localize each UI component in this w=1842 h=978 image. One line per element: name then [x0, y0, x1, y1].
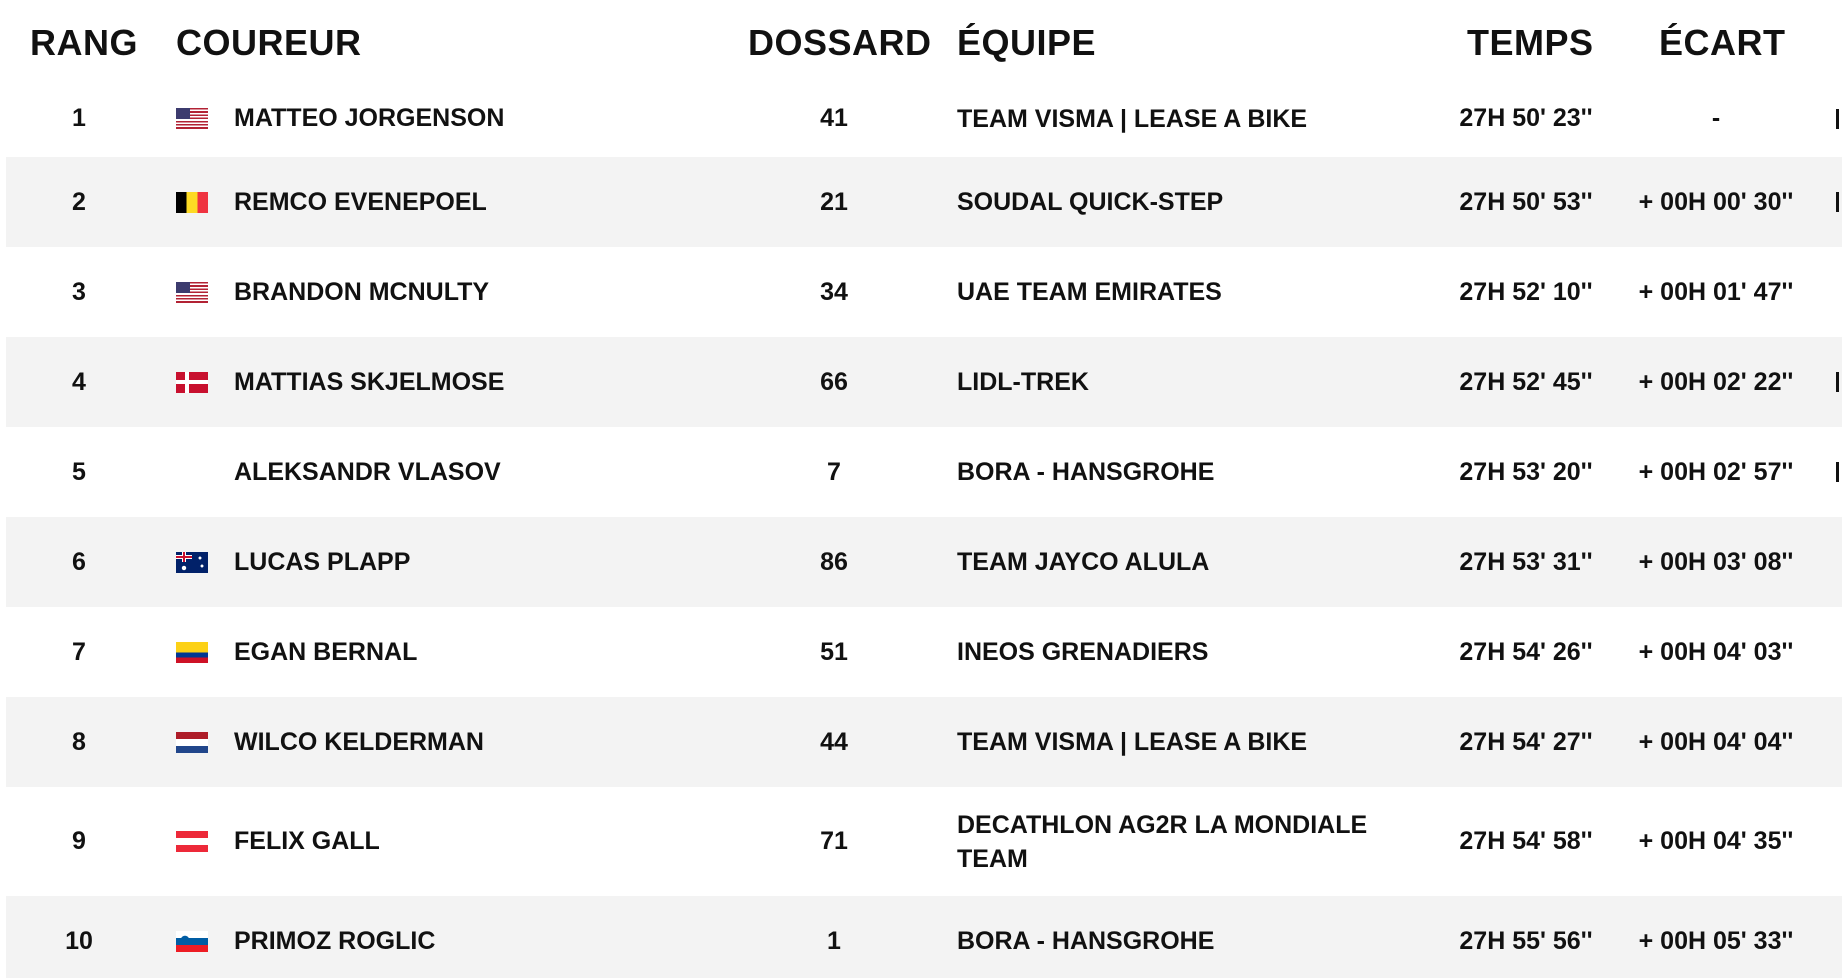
rank-cell: 1: [72, 104, 86, 132]
rider-name[interactable]: MATTEO JORGENSON: [234, 104, 505, 132]
table-header: [0, 0, 1842, 80]
table-row[interactable]: [6, 787, 1842, 896]
rank-cell: 7: [72, 637, 86, 666]
team-name[interactable]: BORA - HANSGROHE: [957, 927, 1215, 955]
table-row[interactable]: [6, 896, 1842, 978]
truncated-column-icon: [1836, 427, 1842, 517]
rider-name[interactable]: EGAN BERNAL: [234, 637, 418, 666]
rank-cell: 8: [72, 727, 86, 756]
rank-cell: 4: [72, 367, 86, 396]
table-row[interactable]: [6, 517, 1842, 607]
rank-cell: 10: [65, 926, 93, 955]
rank-cell: 2: [72, 187, 86, 216]
rank-cell: 6: [72, 547, 86, 576]
team-name[interactable]: UAE TEAM EMIRATES: [957, 278, 1222, 306]
gap-cell: + 00H 03' 08'': [1638, 547, 1794, 576]
header-equipe[interactable]: ÉQUIPE: [957, 22, 1097, 63]
empty-flag-icon: [176, 427, 210, 517]
team-name[interactable]: DECATHLON AG2R LA MONDIALE TEAM: [957, 810, 1368, 873]
team-name[interactable]: TEAM VISMA | LEASE A BIKE: [957, 728, 1308, 756]
table-row[interactable]: [6, 247, 1842, 337]
team-name[interactable]: BORA - HANSGROHE: [957, 458, 1215, 486]
team-name[interactable]: LIDL-TREK: [957, 368, 1089, 396]
time-cell: 27H 53' 31'': [1459, 547, 1593, 576]
table-row[interactable]: [6, 427, 1842, 517]
gap-cell: + 00H 04' 03'': [1638, 637, 1794, 666]
rider-name[interactable]: REMCO EVENEPOEL: [234, 187, 487, 216]
time-cell: 27H 50' 23'': [1459, 104, 1593, 132]
bib-cell: 7: [827, 457, 841, 486]
rider-name[interactable]: WILCO KELDERMAN: [234, 727, 484, 756]
gap-cell: + 00H 04' 04'': [1638, 727, 1794, 756]
be-flag-icon: [176, 157, 210, 247]
time-cell: 27H 55' 56'': [1459, 926, 1593, 955]
rider-name[interactable]: LUCAS PLAPP: [234, 547, 411, 576]
time-cell: 27H 50' 53'': [1459, 187, 1593, 216]
time-cell: 27H 52' 45'': [1459, 367, 1593, 396]
team-name[interactable]: INEOS GRENADIERS: [957, 638, 1209, 666]
bib-cell: 1: [827, 926, 841, 955]
table-row[interactable]: [6, 80, 1842, 157]
gap-cell: + 00H 05' 33'': [1638, 926, 1794, 955]
table-body: [6, 80, 1842, 978]
team-name[interactable]: SOUDAL QUICK-STEP: [957, 188, 1224, 216]
table-row[interactable]: [6, 607, 1842, 697]
rider-name[interactable]: FELIX GALL: [234, 827, 380, 855]
rider-name[interactable]: MATTIAS SKJELMOSE: [234, 367, 505, 396]
header-coureur[interactable]: COUREUR: [176, 22, 362, 63]
us-flag-icon: [176, 247, 210, 337]
rank-cell: 5: [72, 457, 86, 486]
bib-cell: 71: [820, 827, 848, 855]
gap-cell: + 00H 04' 35'': [1638, 827, 1794, 855]
rank-cell: 9: [72, 827, 86, 855]
team-name[interactable]: TEAM JAYCO ALULA: [957, 548, 1210, 576]
bib-cell: 51: [820, 637, 848, 666]
header-dossard[interactable]: DOSSARD: [748, 22, 932, 63]
bib-cell: 21: [820, 187, 848, 216]
truncated-column-icon: [1836, 337, 1842, 427]
table-row[interactable]: [6, 697, 1842, 787]
gap-cell: + 00H 01' 47'': [1638, 277, 1794, 306]
truncated-column-icon: [1836, 157, 1842, 247]
time-cell: 27H 54' 27'': [1459, 727, 1593, 756]
table-row[interactable]: [6, 157, 1842, 247]
rider-name[interactable]: PRIMOZ ROGLIC: [234, 926, 436, 955]
rider-name[interactable]: ALEKSANDR VLASOV: [234, 457, 501, 486]
at-flag-icon: [176, 787, 210, 896]
header-rang[interactable]: RANG: [30, 22, 138, 63]
time-cell: 27H 52' 10'': [1459, 277, 1593, 306]
table-row[interactable]: [6, 337, 1842, 427]
gap-cell: + 00H 02' 57'': [1638, 457, 1794, 486]
header-ecart[interactable]: ÉCART: [1659, 22, 1786, 63]
bib-cell: 86: [820, 547, 848, 576]
gap-cell: -: [1711, 104, 1721, 132]
bib-cell: 34: [820, 277, 848, 306]
bib-cell: 66: [820, 367, 848, 396]
time-cell: 27H 54' 26'': [1459, 637, 1593, 666]
bib-cell: 41: [820, 104, 848, 132]
gap-cell: + 00H 00' 30'': [1638, 187, 1794, 216]
team-name[interactable]: TEAM VISMA | LEASE A BIKE: [957, 104, 1308, 133]
gap-cell: + 00H 02' 22'': [1638, 367, 1794, 396]
time-cell: 27H 53' 20'': [1459, 457, 1593, 486]
au-flag-icon: [176, 517, 210, 607]
time-cell: 27H 54' 58'': [1459, 827, 1593, 855]
header-temps[interactable]: TEMPS: [1467, 22, 1594, 63]
dk-flag-icon: [176, 337, 210, 427]
us-flag-icon: [176, 80, 210, 157]
rank-cell: 3: [72, 277, 86, 306]
bib-cell: 44: [820, 727, 848, 756]
si-flag-icon: [176, 896, 210, 978]
truncated-column-icon: [1836, 80, 1842, 157]
rider-name[interactable]: BRANDON MCNULTY: [234, 277, 490, 306]
nl-flag-icon: [176, 697, 210, 787]
co-flag-icon: [176, 607, 210, 697]
